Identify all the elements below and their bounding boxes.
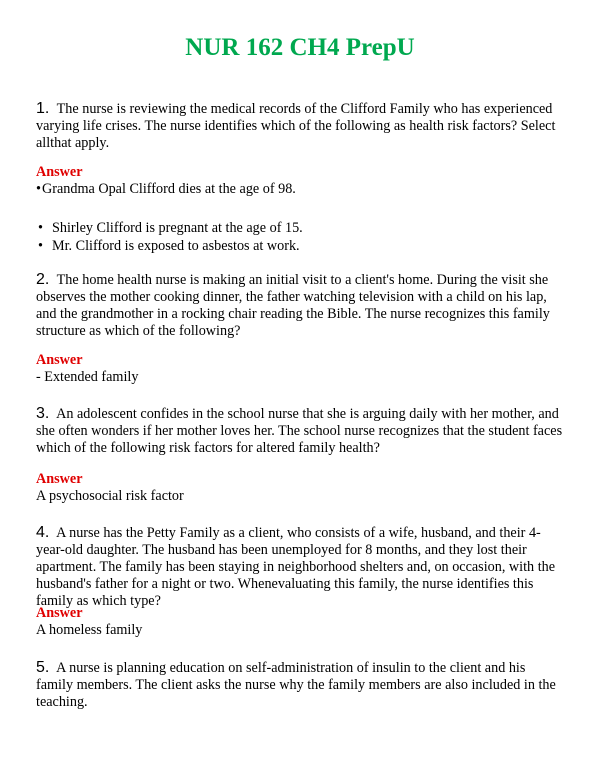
question-number: 1. — [36, 100, 50, 117]
document-title: NUR 162 CH4 PrepU — [185, 34, 415, 61]
question-3 — [36, 405, 564, 457]
question-5 — [36, 659, 564, 711]
question-text: The nurse is reviewing the medical records of the Clifford Family who has experienced varying life crises. The nurse identifies which of the following as health risk factors? Select allthat apply. — [36, 101, 556, 151]
question-text: A nurse has the Petty Family as a client, who consists of a wife, husband, and their 4-year-old daughter. The husband has been unemployed for 8 months, and they lost their apartment. The family has been staying in neighborhood shelters and, on occasion, with the husband's father for a night or two. Whenevaluating this family, the nurse identifies this family as which type? — [36, 525, 556, 609]
question-2 — [36, 271, 564, 340]
answer-label: Answer — [36, 352, 83, 368]
answer-item: • Shirley Clifford is pregnant at the age of 15. — [38, 220, 303, 236]
answer-text: A psychosocial risk factor — [36, 488, 184, 504]
question-4 — [36, 524, 564, 610]
answer-text: - Extended family — [36, 369, 139, 385]
question-number: 2. — [36, 271, 50, 288]
question-number: 5. — [36, 659, 50, 676]
question-text: A nurse is planning education on self-administration of insulin to the client and his family members. The client asks the nurse why the family members are also included in the teaching. — [36, 660, 556, 710]
answer-label: Answer — [36, 164, 83, 180]
question-text: An adolescent confides in the school nurse that she is arguing daily with her mother, and she often wonders if her mother loves her. The school nurse recognizes that the student faces which of the following risk factors for altered family health? — [36, 406, 563, 456]
answer-label: Answer — [36, 605, 83, 621]
question-text: The home health nurse is making an initial visit to a client's home. During the visit she observes the mother cooking dinner, the father watching television with a child on his lap, and the grandmother in a rocking chair reading the Bible. The nurse recognizes this family structure as which of the following? — [36, 272, 550, 339]
answer-label: Answer — [36, 471, 83, 487]
question-number: 3. — [36, 405, 50, 422]
answer-item: • Mr. Clifford is exposed to asbestos at work. — [38, 238, 300, 254]
question-number: 4. — [36, 524, 50, 541]
answer-item: •Grandma Opal Clifford dies at the age of 98. — [36, 181, 296, 197]
answer-text: A homeless family — [36, 622, 143, 638]
question-1 — [36, 100, 564, 152]
